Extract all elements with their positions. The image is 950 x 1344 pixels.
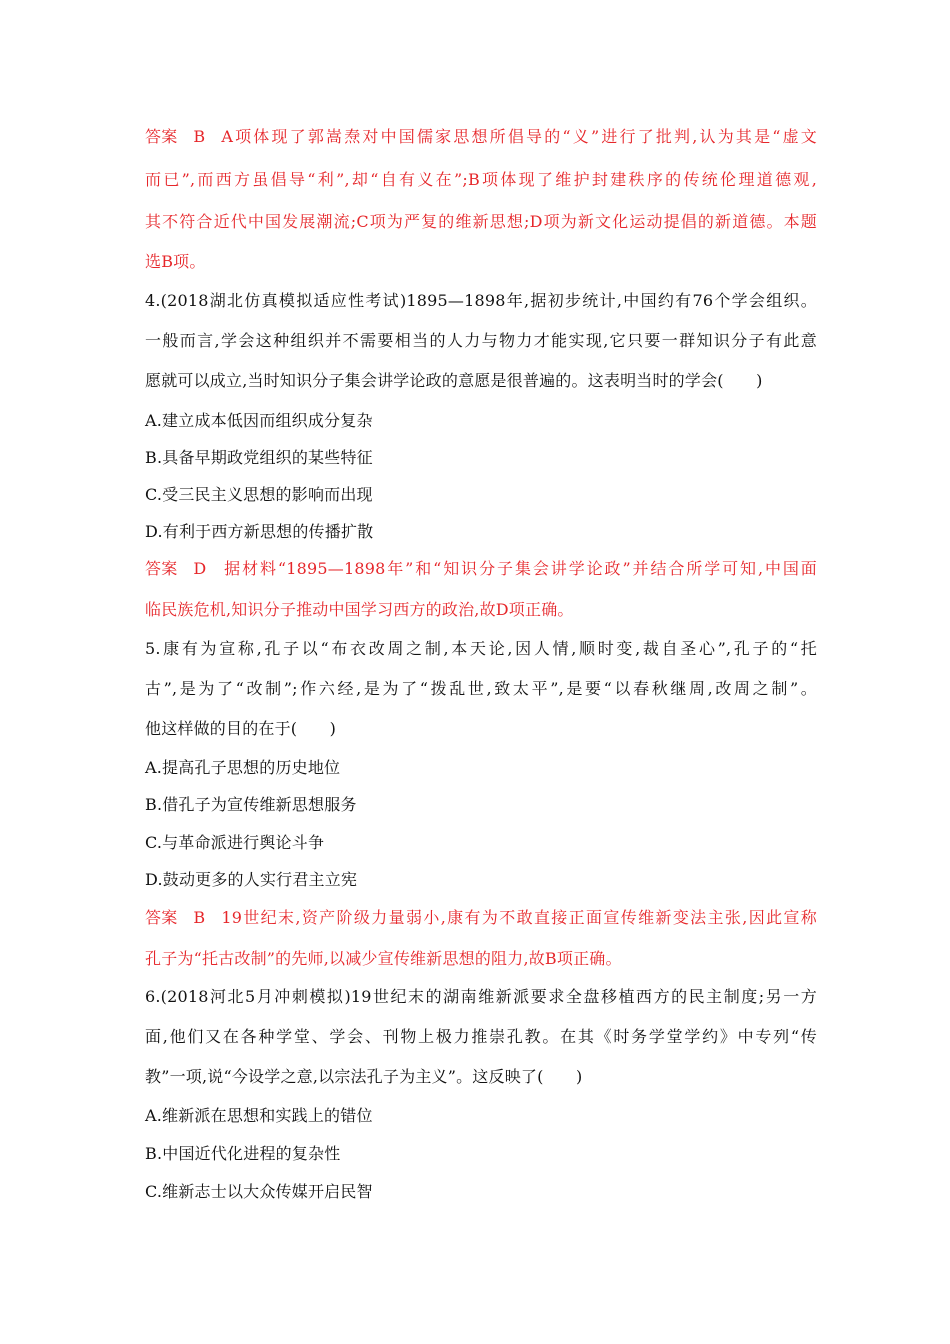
q5-stem-3: 他这样做的目的在于( ) [145, 719, 337, 738]
q6-option-b: B.中国近代化进程的复杂性 [145, 1144, 341, 1163]
q4-stem-1: 4.(2018湖北仿真模拟适应性考试)1895—1898年,据初步统计,中国约有76个学会组织。 [145, 291, 817, 310]
q6-stem-1: 6.(2018河北5月冲刺模拟)19世纪末的湖南维新派要求全盘移植西方的民主制度;另一方 [145, 987, 817, 1006]
q6-option-c: C.维新志士以大众传媒开启民智 [145, 1182, 373, 1201]
q6-option-a: A.维新派在思想和实践上的错位 [145, 1106, 373, 1125]
q4-explanation-1: 据材料“1895—1898年”和“知识分子集会讲学论政”并结合所学可知,中国面 [222, 559, 817, 578]
q5-stem-2: 古”,是为了“改制”;作六经,是为了“拨乱世,致太平”,是要“以春秋继周,改周之制”。 [145, 679, 817, 698]
q5-answer-key: B [193, 908, 206, 927]
q5-answer-line-1 [145, 907, 817, 929]
q3-answer-label: 答案 [145, 127, 178, 146]
q6-stem-2: 面,他们又在各种学堂、学会、刊物上极力推崇孔教。在其《时务学堂学约》中专列“传 [145, 1027, 817, 1046]
q5-option-c: C.与革命派进行舆论斗争 [145, 833, 325, 852]
q6-stem-3: 教”一项,说“今设学之意,以宗法孔子为主义”。这反映了( ) [145, 1067, 583, 1086]
q3-answer-key: B [193, 127, 206, 146]
q5-answer-label: 答案 [145, 908, 178, 927]
q3-answer-line-1 [145, 126, 817, 148]
q5-option-d: D.鼓动更多的人实行君主立宪 [145, 870, 358, 889]
q4-explanation-2: 临民族危机,知识分子推动中国学习西方的政治,故D项正确。 [145, 600, 574, 619]
q4-answer-line-1 [145, 558, 817, 580]
q5-explanation-2: 孔子为“托古改制”的先师,以减少宣传维新思想的阻力,故B项正确。 [145, 949, 622, 968]
q4-option-a: A.建立成本低因而组织成分复杂 [145, 411, 373, 430]
q5-option-b: B.借孔子为宣传维新思想服务 [145, 795, 357, 814]
q3-explanation-3: 其不符合近代中国发展潮流;C项为严复的维新思想;D项为新文化运动提倡的新道德。本题 [145, 212, 817, 231]
q4-answer-label: 答案 [145, 559, 178, 578]
q4-option-b: B.具备早期政党组织的某些特征 [145, 448, 373, 467]
q4-stem-3: 愿就可以成立,当时知识分子集会讲学论政的意愿是很普遍的。这表明当时的学会( ) [145, 371, 763, 390]
q5-option-a: A.提高孔子思想的历史地位 [145, 758, 341, 777]
q5-stem-1: 5.康有为宣称,孔子以“布衣改周之制,本天论,因人情,顺时变,裁自圣心”,孔子的“托 [145, 639, 817, 658]
q3-explanation-2: 而已”,而西方虽倡导“利”,却“自有义在”;B项体现了维护封建秩序的传统伦理道德观, [145, 170, 817, 189]
q3-explanation-1: A项体现了郭嵩焘对中国儒家思想所倡导的“义”进行了批判,认为其是“虚文 [221, 127, 817, 146]
q4-answer-key: D [193, 559, 207, 578]
q4-option-d: D.有利于西方新思想的传播扩散 [145, 522, 374, 541]
q5-explanation-1: 19世纪末,资产阶级力量弱小,康有为不敢直接正面宣传维新变法主张,因此宣称 [221, 908, 817, 927]
q4-option-c: C.受三民主义思想的影响而出现 [145, 485, 373, 504]
q3-explanation-4: 选B项。 [145, 252, 206, 271]
q4-stem-2: 一般而言,学会这种组织并不需要相当的人力与物力才能实现,它只要一群知识分子有此意 [145, 331, 817, 350]
